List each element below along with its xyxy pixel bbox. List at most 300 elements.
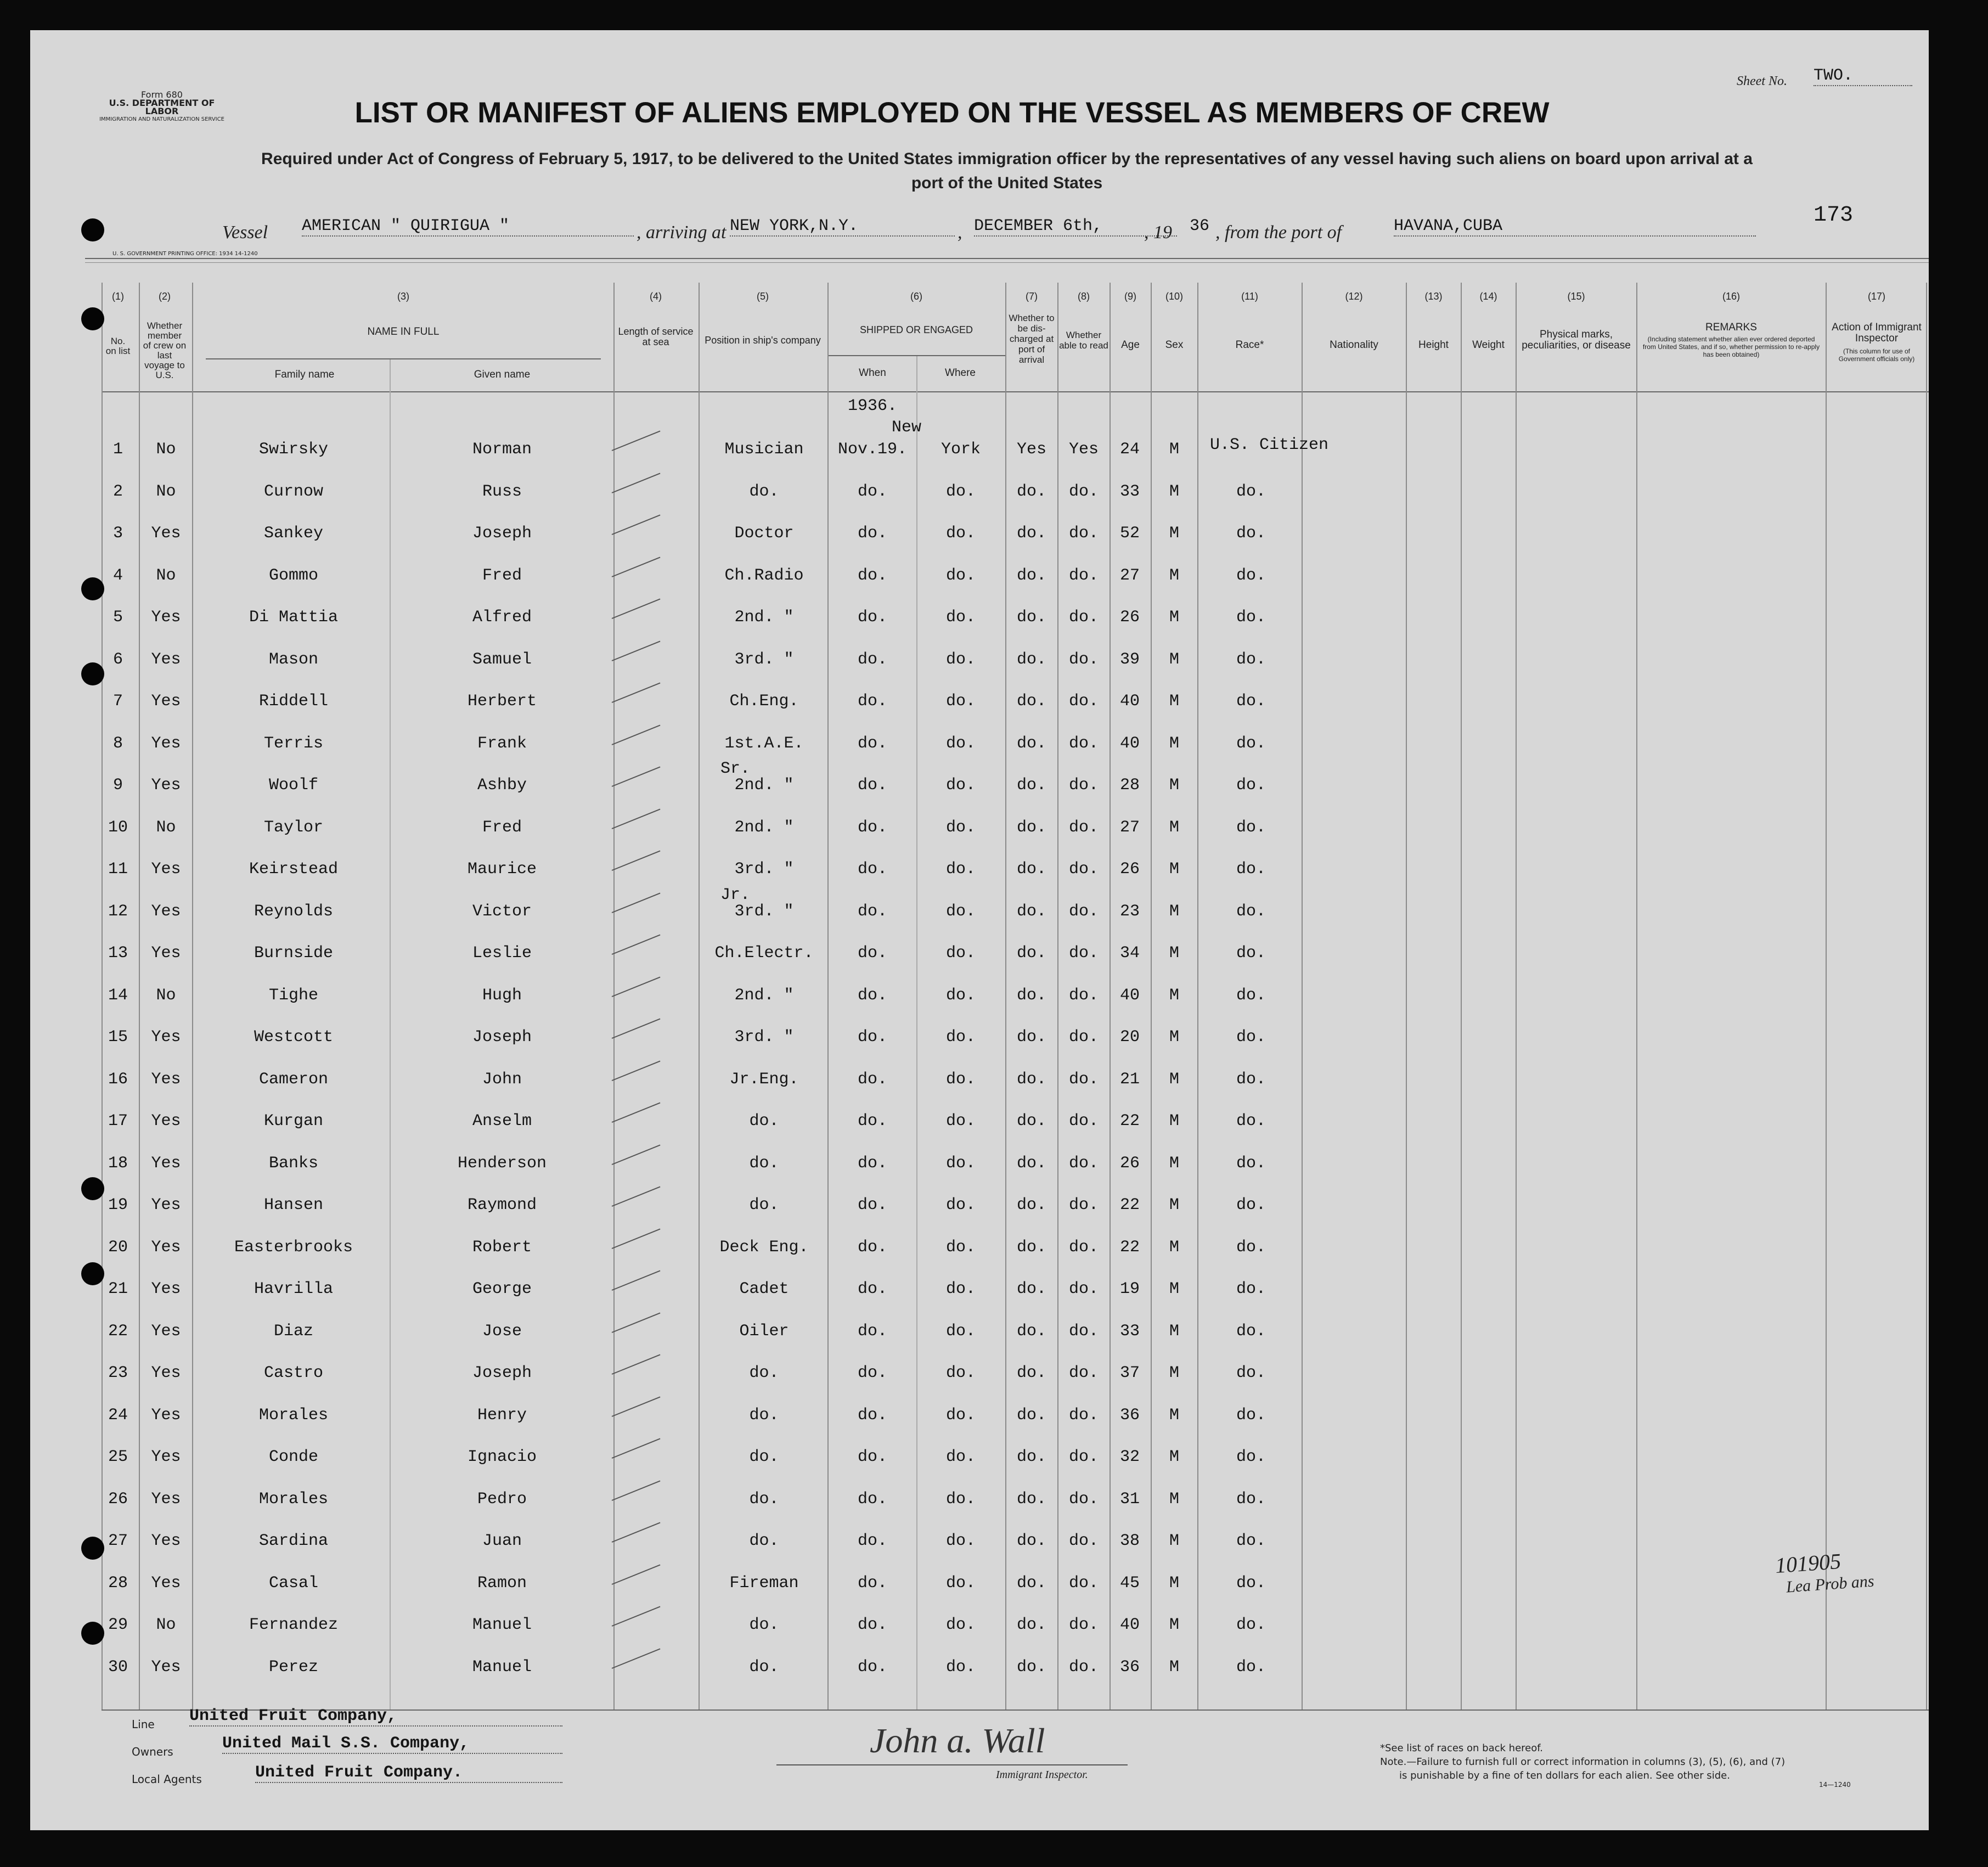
cell-when: do. [857,1028,887,1047]
cell-age: 27 [1119,818,1140,837]
cell-sex: M [1169,1489,1179,1509]
cell-member: Yes [151,734,181,753]
cell-disch: do. [1016,650,1046,669]
service-slash-mark [612,514,661,535]
cell-position-prefix: Sr. [720,760,750,778]
cell-no: 15 [108,1028,128,1047]
cell-member: Yes [151,1532,181,1550]
cell-when: do. [857,524,887,543]
cell-disch: do. [1016,1154,1046,1173]
cell-no: 26 [108,1489,128,1509]
cell-given: Ramon [477,1573,527,1593]
cell-where: do. [945,650,976,669]
cell-member: Yes [151,1489,181,1509]
cell-age: 39 [1119,650,1140,669]
hdr-action-note: (This column for use of Government officials only) [1838,347,1915,363]
races-note: *See list of races on back hereof. [1380,1742,1543,1754]
cell-where: do. [945,1489,976,1509]
cell-family: Swirsky [258,440,329,459]
cell-no: 23 [108,1364,128,1382]
cell-given: Anselm [472,1112,532,1131]
cell-family: Reynolds [254,902,334,921]
hdr-height: Height [1418,339,1449,351]
note-line2: is punishable by a fine of ten dollars for each alien. See other side. [1399,1770,1730,1781]
cell-given: Frank [477,734,527,753]
cell-disch: do. [1016,1364,1046,1382]
cell-member: Yes [151,944,181,963]
cell-race: do. [1236,692,1266,711]
service-slash-mark [612,598,661,618]
table-row [30,476,1929,514]
cell-position: 2nd. " [734,608,794,627]
cell-disch: do. [1016,1196,1046,1214]
table-row [30,1399,1929,1438]
cell-disch: do. [1016,608,1046,627]
cell-disch: do. [1016,902,1046,921]
cell-position: Doctor [734,524,794,543]
arriving-port: NEW YORK,N.Y. [730,217,955,237]
cell-position: Jr.Eng. [729,1070,799,1089]
cell-race: do. [1236,1280,1266,1298]
stamp-number: 173 [1814,203,1854,228]
cell-position: do. [749,1657,779,1677]
cell-family: Gommo [268,566,318,585]
cell-no: 3 [112,524,123,543]
table-row [30,1231,1929,1270]
cell-where: do. [945,734,976,753]
cell-disch: do. [1016,734,1046,753]
cell-age: 31 [1119,1489,1140,1509]
hdr-remarks: REMARKS [1705,322,1757,333]
cell-sex: M [1169,1405,1179,1425]
cell-age: 40 [1119,986,1140,1005]
cell-sex: M [1169,608,1179,627]
cell-family: Havrilla [254,1280,334,1298]
cell-race: do. [1236,650,1266,669]
cell-position: 3rd. " [734,902,794,921]
cell-when: do. [857,1112,887,1131]
cell-no: 16 [108,1070,128,1089]
cell-position: do. [749,1154,779,1173]
cell-read: do. [1068,1616,1099,1634]
service-slash-mark [612,850,661,870]
cell-position: Musician [724,440,804,459]
hdr-no-on-list: No. on list [105,336,131,356]
cell-position: Fireman [729,1573,799,1593]
cell-no: 8 [112,734,123,753]
cell-no: 13 [108,944,128,963]
agents-value: United Fruit Company. [255,1763,562,1783]
hdr-weight: Weight [1472,339,1505,351]
cell-read: do. [1068,734,1099,753]
cell-member: Yes [151,1070,181,1089]
cell-race: do. [1236,1070,1266,1089]
service-slash-mark [612,1438,661,1458]
cell-when: do. [857,1532,887,1550]
table-row [30,1148,1929,1186]
hdr-action: Action of Immigrant Inspector [1832,322,1922,344]
cell-read: do. [1068,776,1099,795]
cell-where: do. [945,776,976,795]
cell-member: Yes [151,1321,181,1341]
cell-when: do. [857,734,887,753]
cell-when: do. [857,566,887,585]
cell-where: do. [945,1573,976,1593]
cell-disch: do. [1016,482,1046,501]
cell-when: do. [857,1364,887,1382]
line-value: United Fruit Company, [189,1707,562,1727]
cell-where: do. [945,1280,976,1298]
cell-position: Oiler [739,1321,789,1341]
cell-member: Yes [151,1448,181,1466]
cell-age: 36 [1119,1405,1140,1425]
cell-family: Burnside [254,944,334,963]
cell-where: do. [945,1154,976,1173]
hdr-age: Age [1121,339,1140,351]
cell-given: Jose [482,1321,522,1341]
service-slash-mark [612,766,661,786]
service-slash-mark [612,976,661,997]
binder-hole [81,1622,104,1645]
cell-no: 6 [112,650,123,669]
cell-sex: M [1169,860,1179,879]
cell-no: 2 [112,482,123,501]
cell-read: do. [1068,524,1099,543]
sheet-number: TWO. [1814,66,1912,86]
hdr-name-in-full: NAME IN FULL [367,326,440,338]
cell-position: Ch.Eng. [729,692,799,711]
cell-no: 30 [108,1657,128,1677]
cell-member: Yes [151,1238,181,1257]
service-slash-mark [612,724,661,745]
cell-where: do. [945,1448,976,1466]
col-num-4: (4) [650,291,662,302]
cell-when: do. [857,1196,887,1214]
cell-read: do. [1068,1154,1099,1173]
cell-race: do. [1236,1112,1266,1131]
cell-given: George [472,1280,532,1298]
cell-no: 25 [108,1448,128,1466]
cell-disch: do. [1016,1238,1046,1257]
cell-sex: M [1169,524,1179,543]
cell-when: do. [857,1321,887,1341]
binder-hole [81,1177,104,1200]
cell-race: do. [1236,1028,1266,1047]
cell-given: Joseph [472,1364,532,1382]
cell-given: Henderson [457,1154,547,1173]
cell-disch: do. [1016,1028,1046,1047]
cell-disch: do. [1016,566,1046,585]
owners-label: Owners [132,1745,173,1758]
cell-when: do. [857,1489,887,1509]
printing-note: U. S. GOVERNMENT PRINTING OFFICE: 1934 14-1240 [112,251,258,257]
hdr-position: Position in ship's company [705,335,821,346]
service-slash-mark [612,1018,661,1038]
cell-given: Herbert [467,692,537,711]
cell-disch: do. [1016,1489,1046,1509]
cell-sex: M [1169,566,1179,585]
cell-disch: do. [1016,1573,1046,1593]
cell-position: do. [749,1364,779,1382]
cell-no: 29 [108,1616,128,1634]
cell-when: do. [857,1616,887,1634]
service-slash-mark [612,1102,661,1122]
cell-where: do. [945,818,976,837]
cell-where: do. [945,608,976,627]
cell-age: 33 [1119,482,1140,501]
cell-where: do. [945,1532,976,1550]
service-slash-mark [612,1606,661,1626]
cell-given: Maurice [467,860,537,879]
cell-position: 3rd. " [734,860,794,879]
cell-where: do. [945,1657,976,1677]
table-row [30,434,1929,472]
table-row [30,1064,1929,1102]
service-slash-mark [612,1522,661,1542]
cell-no: 20 [108,1238,128,1257]
cell-given: Russ [482,482,522,501]
service-slash-mark [612,1564,661,1584]
cell-sex: M [1169,1028,1179,1047]
cell-sex: M [1169,1070,1179,1089]
binder-hole [81,1537,104,1560]
cell-member: Yes [151,1028,181,1047]
cell-no: 10 [108,818,128,837]
col-num-16: (16) [1722,291,1740,302]
col-num-15: (15) [1567,291,1585,302]
cell-when: do. [857,1405,887,1425]
note-line1: Note.—Failure to furnish full or correct information in columns (3), (5), (6), and (7) [1380,1756,1786,1768]
hdr-sex: Sex [1165,339,1184,351]
service-slash-mark [612,430,661,451]
cell-race: do. [1236,1573,1266,1593]
cell-when: do. [857,1280,887,1298]
cell-member: Yes [151,776,181,795]
cell-given: Robert [472,1238,532,1257]
cell-family: Morales [258,1489,329,1509]
cell-sex: M [1169,1238,1179,1257]
cell-given: Victor [472,902,532,921]
cell-family: Riddell [258,692,329,711]
table-row [30,853,1929,892]
cell-family: Conde [268,1448,318,1466]
manifest-sheet [30,30,1929,1830]
cell-disch: do. [1016,1616,1046,1634]
cell-read: do. [1068,1112,1099,1131]
top-rule [85,258,1929,259]
signature-line [776,1764,1128,1765]
cell-race: do. [1236,1448,1266,1466]
cell-sex: M [1169,944,1179,963]
cell-read: do. [1068,1532,1099,1550]
cell-given: Pedro [477,1489,527,1509]
col-num-7: (7) [1026,291,1038,302]
table-row [30,980,1929,1018]
cell-no: 19 [108,1196,128,1214]
table-row [30,644,1929,682]
cell-sex: M [1169,1616,1179,1634]
cell-race: U.S. Citizen [1210,436,1329,454]
table-row [30,1567,1929,1606]
cell-when: do. [857,776,887,795]
department-name: U.S. DEPARTMENT OF LABOR [109,98,215,116]
top-rule-2 [85,262,1929,263]
service-slash-mark [612,1648,661,1668]
cell-family: Morales [258,1405,329,1425]
cell-read: Yes [1068,440,1099,459]
cell-age: 45 [1119,1573,1140,1593]
cell-sex: M [1169,986,1179,1005]
cell-member: Yes [151,902,181,921]
cell-read: do. [1068,1321,1099,1341]
cell-position: do. [749,482,779,501]
cell-where: do. [945,1616,976,1634]
cell-age: 32 [1119,1448,1140,1466]
service-slash-mark [612,808,661,829]
inspector-signature: John a. Wall [870,1721,1045,1760]
cell-family: Banks [268,1154,318,1173]
cell-no: 4 [112,566,123,585]
table-row [30,937,1929,976]
cell-where: do. [945,986,976,1005]
cell-read: do. [1068,986,1099,1005]
cell-sex: M [1169,734,1179,753]
cell-disch: do. [1016,818,1046,837]
cell-read: do. [1068,650,1099,669]
cell-where: do. [945,860,976,879]
cell-member: No [156,1616,176,1634]
cell-age: 38 [1119,1532,1140,1550]
cell-read: do. [1068,860,1099,879]
service-slash-mark [612,1354,661,1374]
cell-sex: M [1169,1657,1179,1677]
cell-read: do. [1068,1364,1099,1382]
cell-sex: M [1169,818,1179,837]
cell-family: Taylor [263,818,324,837]
cell-family: Kurgan [263,1112,324,1131]
handwritten-number: 101905 [1774,1548,1842,1578]
year-entry: 1936. [848,397,898,415]
cell-age: 22 [1119,1112,1140,1131]
table-row [30,1651,1929,1690]
cell-disch: do. [1016,986,1046,1005]
cell-when: Nov.19. [837,440,908,459]
cell-age: 24 [1119,440,1140,459]
hdr-physical: Physical marks, peculiarities, or disease [1522,329,1631,351]
cell-age: 19 [1119,1280,1140,1298]
cell-member: Yes [151,1112,181,1131]
service-slash-mark [612,1480,661,1500]
cell-age: 22 [1119,1196,1140,1214]
col-num-17: (17) [1867,291,1885,302]
cell-no: 1 [112,440,123,459]
year-suffix: 36 [1190,217,1210,235]
cell-member: No [156,566,176,585]
cell-race: do. [1236,818,1266,837]
cell-read: do. [1068,902,1099,921]
cell-age: 40 [1119,734,1140,753]
hdr-discharged: Whether to be dis-charged at port of arrival [1009,313,1055,365]
table-row [30,760,1929,808]
cell-member: Yes [151,1364,181,1382]
cell-no: 14 [108,986,128,1005]
service-slash-mark [612,934,661,954]
col-num-5: (5) [757,291,769,302]
cell-family: Woolf [268,776,318,795]
hdr-remarks-note: (Including statement whether alien ever ordered deported from United States, and if so, whether permission to re-apply has been obtained) [1642,335,1820,358]
cell-where: do. [945,944,976,963]
cell-member: Yes [151,1154,181,1173]
binder-hole [81,1262,104,1285]
table-row [30,1357,1929,1396]
cell-family: Fernandez [249,1616,339,1634]
cell-disch: do. [1016,776,1046,795]
cell-member: No [156,440,176,459]
cell-member: Yes [151,1573,181,1593]
table-row [30,601,1929,640]
cell-when: do. [857,1238,887,1257]
cell-where: York [941,440,981,459]
cell-where: do. [945,1238,976,1257]
cell-family: Diaz [273,1321,313,1341]
cell-no: 21 [108,1280,128,1298]
cell-read: do. [1068,482,1099,501]
cell-race: do. [1236,944,1266,963]
cell-no: 28 [108,1573,128,1593]
cell-where: do. [945,1364,976,1382]
cell-member: Yes [151,860,181,879]
cell-when: do. [857,1154,887,1173]
cell-sex: M [1169,1196,1179,1214]
hdr-race: Race* [1235,339,1264,351]
cell-family: Tighe [268,986,318,1005]
cell-given: Ashby [477,776,527,795]
cell-given: Manuel [472,1616,532,1634]
cell-read: do. [1068,818,1099,837]
cell-position: Cadet [739,1280,789,1298]
cell-family: Curnow [263,482,324,501]
col-num-14: (14) [1479,291,1497,302]
cell-when: do. [857,902,887,921]
cell-age: 52 [1119,524,1140,543]
cell-disch: do. [1016,1405,1046,1425]
cell-member: Yes [151,1405,181,1425]
cell-member: Yes [151,524,181,543]
departure-port: HAVANA,CUBA [1394,217,1756,237]
hdr-when: When [859,367,886,379]
cell-when: do. [857,1657,887,1677]
cell-position: do. [749,1112,779,1131]
cell-member: Yes [151,1657,181,1677]
cell-given: Leslie [472,944,532,963]
hdr-family-name: Family name [274,369,335,380]
year-prefix: , 19 [1144,222,1172,243]
cell-race: do. [1236,1196,1266,1214]
col-num-1: (1) [112,291,124,302]
cell-race: do. [1236,608,1266,627]
hdr-member: Whether member of crew on last voyage to U.S. [143,320,187,380]
cell-sex: M [1169,1112,1179,1131]
cell-member: Yes [151,1196,181,1214]
cell-sex: M [1169,692,1179,711]
binder-hole [81,218,104,241]
cell-when: do. [857,482,887,501]
cell-no: 5 [112,608,123,627]
table-row [30,728,1929,766]
cell-disch: do. [1016,944,1046,963]
cell-age: 28 [1119,776,1140,795]
col-num-3: (3) [397,291,409,302]
